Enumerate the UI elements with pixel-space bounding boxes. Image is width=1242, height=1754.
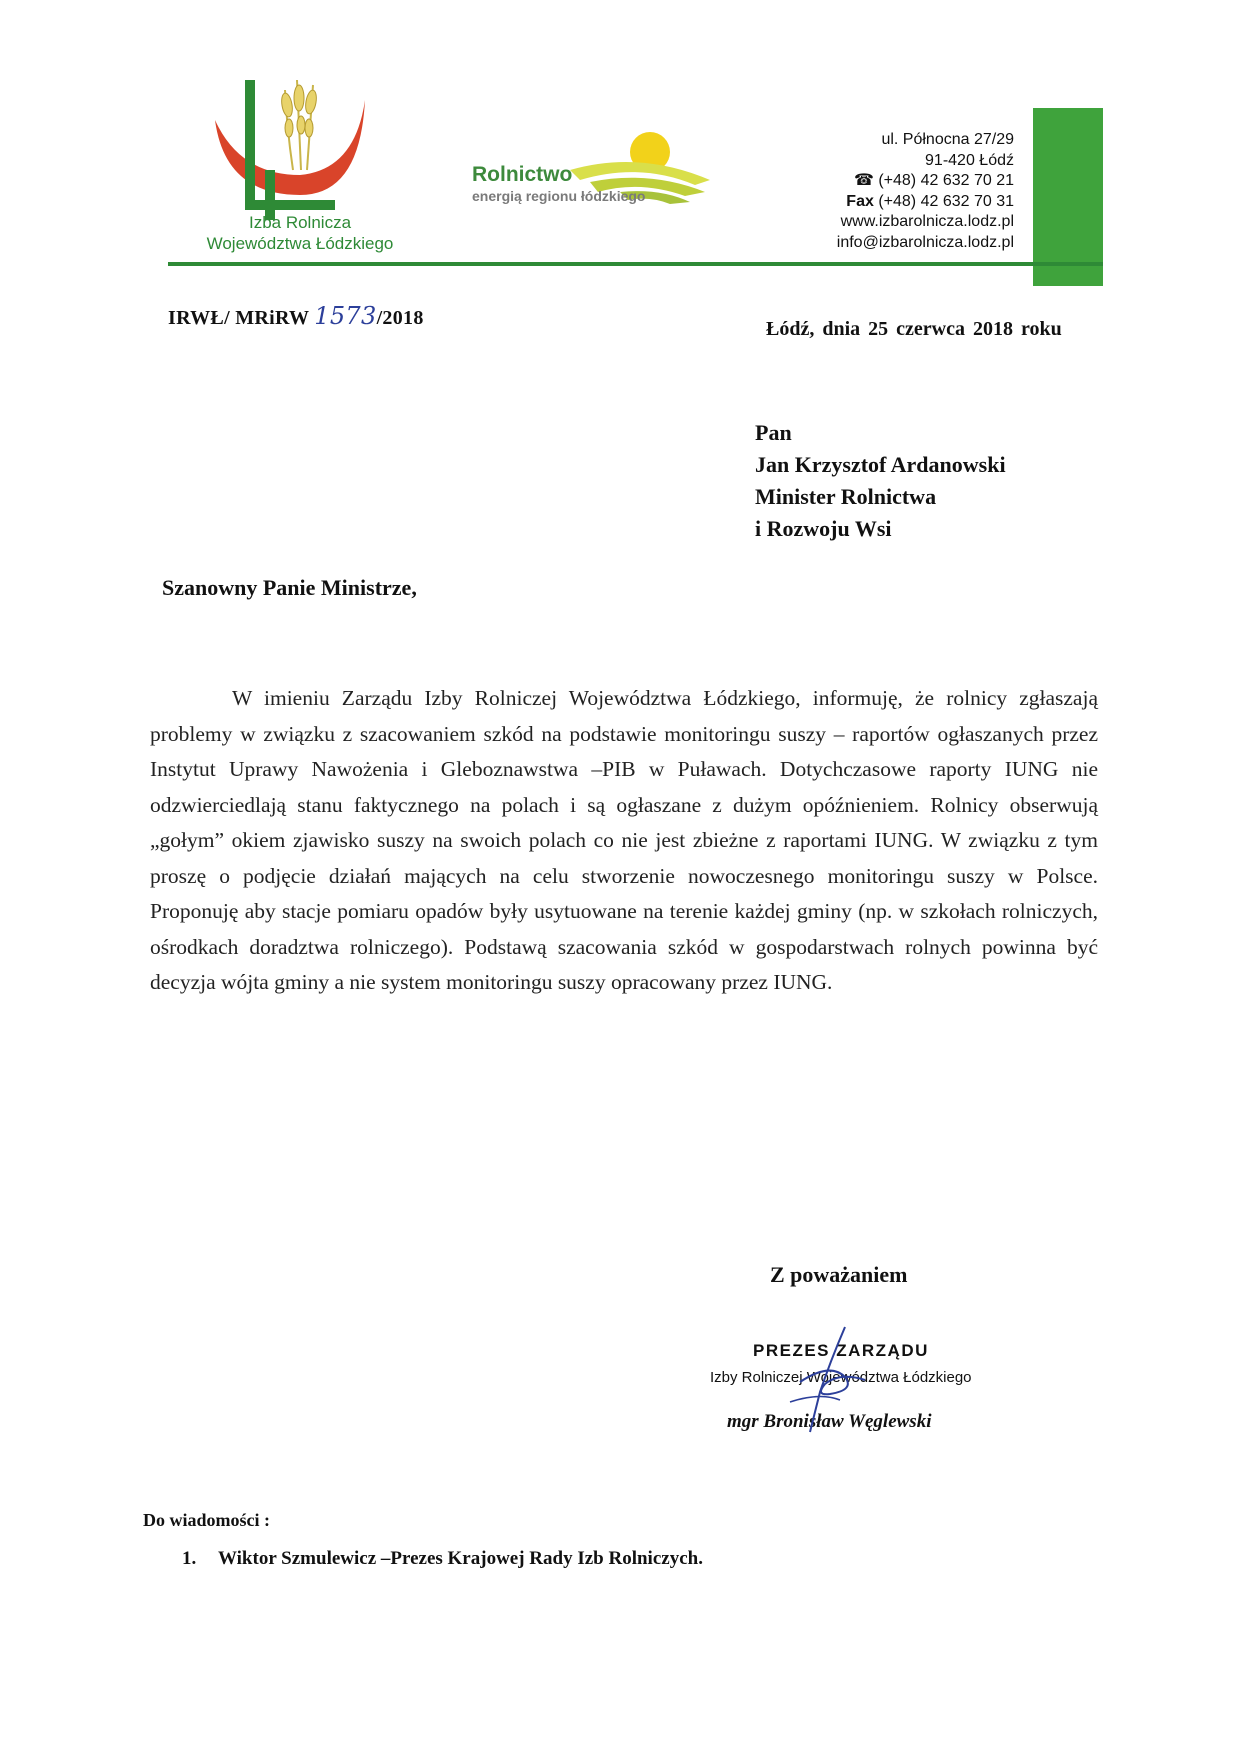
cc-item <box>182 1548 703 1570</box>
contact-fax-row <box>837 192 1014 213</box>
contact-postal: 91-420 Łódź <box>925 151 1014 169</box>
signature-org: Izby Rolniczej Województwa Łódzkiego <box>710 1369 972 1386</box>
secondary-logo-subtitle: energią regionu łódzkiego <box>472 188 646 204</box>
reference-suffix: /2018 <box>376 307 424 329</box>
signature-title: PREZES ZARZĄDU <box>753 1341 929 1360</box>
reference-number <box>168 302 424 330</box>
letter-date: Łódź, dnia 25 czerwca 2018 roku <box>766 318 1062 340</box>
contact-fax: (+48) 42 632 70 31 <box>878 192 1014 210</box>
salutation: Szanowny Panie Ministrze, <box>162 575 417 600</box>
contact-fax-label: Fax <box>846 192 874 210</box>
addressee-line2: Jan Krzysztof Ardanowski <box>755 452 1006 477</box>
cc-item-text: Wiktor Szmulewicz –Prezes Krajowej Rady Izb Rolniczych. <box>218 1548 703 1569</box>
addressee-line1: Pan <box>755 420 792 445</box>
addressee-line4: i Rozwoju Wsi <box>755 516 892 541</box>
cc-label: Do wiadomości : <box>143 1510 270 1530</box>
signature-name: mgr Bronisław Węglewski <box>727 1411 932 1432</box>
addressee-block <box>755 417 1006 545</box>
handwritten-signature <box>770 1322 920 1442</box>
contact-phone: (+48) 42 632 70 21 <box>878 172 1014 189</box>
contact-block <box>837 130 1014 253</box>
phone-icon: ☎ <box>853 172 874 189</box>
cc-item-number: 1. <box>182 1548 197 1569</box>
header-green-bar <box>1033 108 1103 286</box>
reference-prefix: IRWŁ/ MRiRW <box>168 307 309 329</box>
closing: Z poważaniem <box>770 1262 908 1287</box>
contact-email: info@izbarolnicza.lodz.pl <box>836 233 1014 251</box>
addressee-line3: Minister Rolnictwa <box>755 484 937 509</box>
letter-body: W imieniu Zarządu Izby Rolniczej Województwa Łódzkiego, informuję, że rolnicy zgłaszają problemy w związku z szacowaniem szkód na podstawie monitoringu suszy – raportów ogłaszanych przez Instytut Uprawy Nawożenia i Gleboznawstwa –PIB w Puławach. Dotychczasowe raporty IUNG nie odzwierciedlają stanu faktycznego na polach i są ogłaszane z dużym opóźnieniem. Rolnicy obserwują „gołym” okiem zjawisko suszy na swoich polach co nie jest zbieżne z raportami IUNG. W związku z tym proszę o podjęcie działań mających na celu stworzenie nowoczesnego monitoringu suszy w Polsce. Proponuję aby stacje pomiaru opadów były usytuowane na terenie każdej gminy (np. w szkołach rolniczych, ośrodkach doradztwa rolniczego). Podstawą szacowania szkód w gospodarstwach rolnych powinna być decyzja wójta gminy a nie system monitoringu suszy opracowany przez IUNG. <box>150 686 1098 994</box>
secondary-logo-title: Rolnictwo <box>472 163 573 186</box>
org-logo-line2: Województwa Łódzkiego <box>206 234 394 253</box>
org-logo-text <box>180 212 420 254</box>
contact-phone-row <box>837 171 1014 192</box>
contact-street: ul. Północna 27/29 <box>881 131 1014 148</box>
contact-website: www.izbarolnicza.lodz.pl <box>840 213 1014 230</box>
org-logo-line1: Izba Rolnicza <box>248 213 352 232</box>
reference-handwritten-number: 1573 <box>314 302 377 330</box>
header-divider <box>168 262 1103 266</box>
